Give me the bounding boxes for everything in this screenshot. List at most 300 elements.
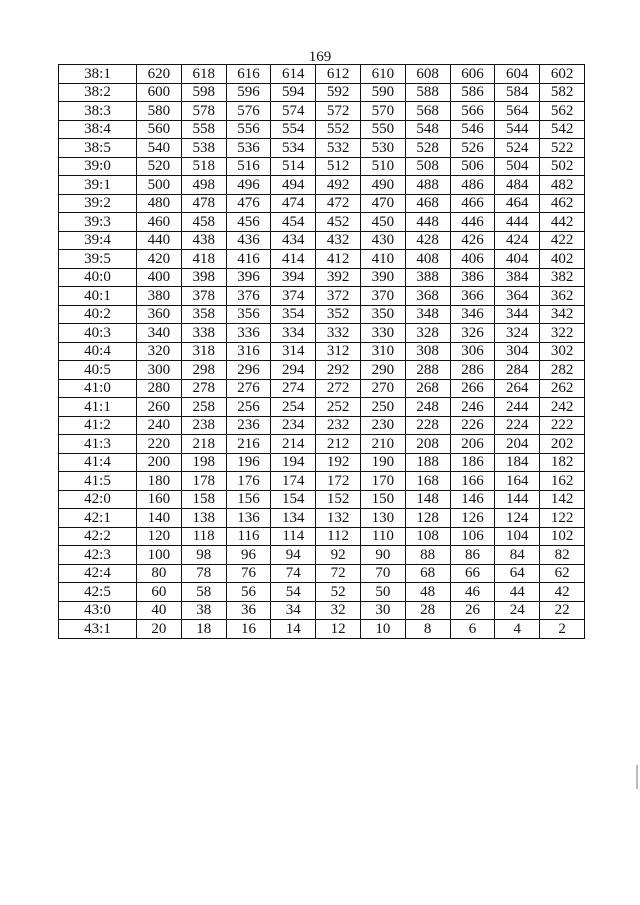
value-cell: 596 — [226, 83, 271, 102]
value-cell: 572 — [316, 102, 361, 121]
value-cell: 440 — [137, 231, 182, 250]
value-cell: 198 — [181, 453, 226, 472]
value-cell: 620 — [137, 65, 182, 84]
value-cell: 492 — [316, 176, 361, 195]
value-cell: 76 — [226, 564, 271, 583]
value-cell: 584 — [495, 83, 540, 102]
value-cell: 260 — [137, 398, 182, 417]
value-cell: 396 — [226, 268, 271, 287]
value-cell: 490 — [360, 176, 405, 195]
value-cell: 476 — [226, 194, 271, 213]
value-cell: 506 — [450, 157, 495, 176]
value-cell: 242 — [540, 398, 585, 417]
value-cell: 208 — [405, 435, 450, 454]
value-cell: 194 — [271, 453, 316, 472]
value-cell: 328 — [405, 324, 450, 343]
value-cell: 114 — [271, 527, 316, 546]
row-key-cell: 40:4 — [59, 342, 137, 361]
value-cell: 436 — [226, 231, 271, 250]
value-cell: 398 — [181, 268, 226, 287]
value-cell: 494 — [271, 176, 316, 195]
value-cell: 104 — [495, 527, 540, 546]
value-cell: 292 — [316, 361, 361, 380]
value-cell: 174 — [271, 472, 316, 491]
value-cell: 552 — [316, 120, 361, 139]
value-cell: 432 — [316, 231, 361, 250]
value-cell: 46 — [450, 583, 495, 602]
row-key-cell: 39:4 — [59, 231, 137, 250]
value-cell: 88 — [405, 546, 450, 565]
value-cell: 588 — [405, 83, 450, 102]
value-cell: 270 — [360, 379, 405, 398]
value-cell: 172 — [316, 472, 361, 491]
table-row — [59, 305, 585, 324]
value-cell: 450 — [360, 213, 405, 232]
value-cell: 186 — [450, 453, 495, 472]
value-cell: 540 — [137, 139, 182, 158]
value-cell: 390 — [360, 268, 405, 287]
value-cell: 582 — [540, 83, 585, 102]
row-key-cell: 41:4 — [59, 453, 137, 472]
value-cell: 232 — [316, 416, 361, 435]
table-row — [59, 472, 585, 491]
value-cell: 22 — [540, 601, 585, 620]
value-cell: 550 — [360, 120, 405, 139]
value-cell: 80 — [137, 564, 182, 583]
value-cell: 106 — [450, 527, 495, 546]
value-cell: 338 — [181, 324, 226, 343]
value-cell: 514 — [271, 157, 316, 176]
value-cell: 62 — [540, 564, 585, 583]
value-cell: 556 — [226, 120, 271, 139]
value-cell: 342 — [540, 305, 585, 324]
row-key-cell: 38:4 — [59, 120, 137, 139]
value-cell: 102 — [540, 527, 585, 546]
row-key-cell: 40:0 — [59, 268, 137, 287]
value-cell: 74 — [271, 564, 316, 583]
value-cell: 120 — [137, 527, 182, 546]
table-row — [59, 342, 585, 361]
value-cell: 610 — [360, 65, 405, 84]
value-cell: 238 — [181, 416, 226, 435]
value-cell: 262 — [540, 379, 585, 398]
value-cell: 382 — [540, 268, 585, 287]
value-cell: 364 — [495, 287, 540, 306]
value-cell: 72 — [316, 564, 361, 583]
value-cell: 284 — [495, 361, 540, 380]
value-cell: 166 — [450, 472, 495, 491]
value-cell: 414 — [271, 250, 316, 269]
value-cell: 546 — [450, 120, 495, 139]
value-cell: 350 — [360, 305, 405, 324]
value-cell: 214 — [271, 435, 316, 454]
value-cell: 576 — [226, 102, 271, 121]
value-cell: 444 — [495, 213, 540, 232]
value-cell: 472 — [316, 194, 361, 213]
value-cell: 132 — [316, 509, 361, 528]
row-key-cell: 38:2 — [59, 83, 137, 102]
row-key-cell: 41:0 — [59, 379, 137, 398]
value-cell: 122 — [540, 509, 585, 528]
value-cell: 612 — [316, 65, 361, 84]
value-cell: 464 — [495, 194, 540, 213]
row-key-cell: 38:3 — [59, 102, 137, 121]
value-cell: 462 — [540, 194, 585, 213]
value-cell: 150 — [360, 490, 405, 509]
value-cell: 118 — [181, 527, 226, 546]
value-cell: 96 — [226, 546, 271, 565]
value-cell: 322 — [540, 324, 585, 343]
value-cell: 190 — [360, 453, 405, 472]
value-cell: 294 — [271, 361, 316, 380]
value-cell: 478 — [181, 194, 226, 213]
value-cell: 528 — [405, 139, 450, 158]
value-cell: 18 — [181, 620, 226, 639]
value-cell: 250 — [360, 398, 405, 417]
value-cell: 386 — [450, 268, 495, 287]
value-cell: 20 — [137, 620, 182, 639]
value-cell: 28 — [405, 601, 450, 620]
value-cell: 424 — [495, 231, 540, 250]
value-cell: 98 — [181, 546, 226, 565]
value-cell: 516 — [226, 157, 271, 176]
value-cell: 568 — [405, 102, 450, 121]
table-row — [59, 490, 585, 509]
value-cell: 470 — [360, 194, 405, 213]
value-cell: 226 — [450, 416, 495, 435]
value-cell: 326 — [450, 324, 495, 343]
value-cell: 488 — [405, 176, 450, 195]
value-cell: 416 — [226, 250, 271, 269]
value-cell: 380 — [137, 287, 182, 306]
value-cell: 68 — [405, 564, 450, 583]
value-cell: 316 — [226, 342, 271, 361]
value-cell: 192 — [316, 453, 361, 472]
value-cell: 52 — [316, 583, 361, 602]
value-cell: 100 — [137, 546, 182, 565]
table-row — [59, 102, 585, 121]
row-key-cell: 39:5 — [59, 250, 137, 269]
row-key-cell: 43:0 — [59, 601, 137, 620]
value-cell: 90 — [360, 546, 405, 565]
value-cell: 144 — [495, 490, 540, 509]
value-cell: 332 — [316, 324, 361, 343]
value-cell: 530 — [360, 139, 405, 158]
table-row — [59, 620, 585, 639]
value-cell: 14 — [271, 620, 316, 639]
value-cell: 468 — [405, 194, 450, 213]
value-cell: 400 — [137, 268, 182, 287]
value-cell: 340 — [137, 324, 182, 343]
scan-edge-mark — [636, 765, 638, 789]
value-cell: 178 — [181, 472, 226, 491]
value-cell: 402 — [540, 250, 585, 269]
value-cell: 222 — [540, 416, 585, 435]
value-cell: 562 — [540, 102, 585, 121]
value-cell: 276 — [226, 379, 271, 398]
value-cell: 334 — [271, 324, 316, 343]
value-cell: 304 — [495, 342, 540, 361]
table-row — [59, 268, 585, 287]
value-cell: 580 — [137, 102, 182, 121]
row-key-cell: 38:5 — [59, 139, 137, 158]
value-cell: 356 — [226, 305, 271, 324]
value-cell: 188 — [405, 453, 450, 472]
value-cell: 358 — [181, 305, 226, 324]
value-cell: 618 — [181, 65, 226, 84]
value-cell: 408 — [405, 250, 450, 269]
value-cell: 412 — [316, 250, 361, 269]
value-cell: 482 — [540, 176, 585, 195]
value-cell: 604 — [495, 65, 540, 84]
value-cell: 484 — [495, 176, 540, 195]
value-cell: 16 — [226, 620, 271, 639]
value-cell: 392 — [316, 268, 361, 287]
value-cell: 26 — [450, 601, 495, 620]
row-key-cell: 39:1 — [59, 176, 137, 195]
value-cell: 594 — [271, 83, 316, 102]
value-cell: 82 — [540, 546, 585, 565]
value-cell: 156 — [226, 490, 271, 509]
value-cell: 532 — [316, 139, 361, 158]
row-key-cell: 41:1 — [59, 398, 137, 417]
value-cell: 32 — [316, 601, 361, 620]
row-key-cell: 41:2 — [59, 416, 137, 435]
value-cell: 10 — [360, 620, 405, 639]
row-key-cell: 42:5 — [59, 583, 137, 602]
value-cell: 376 — [226, 287, 271, 306]
row-key-cell: 38:1 — [59, 65, 137, 84]
value-cell: 274 — [271, 379, 316, 398]
value-cell: 590 — [360, 83, 405, 102]
value-cell: 286 — [450, 361, 495, 380]
value-cell: 224 — [495, 416, 540, 435]
value-cell: 616 — [226, 65, 271, 84]
value-cell: 372 — [316, 287, 361, 306]
value-cell: 548 — [405, 120, 450, 139]
row-key-cell: 41:5 — [59, 472, 137, 491]
table-row — [59, 435, 585, 454]
value-cell: 520 — [137, 157, 182, 176]
value-cell: 44 — [495, 583, 540, 602]
row-key-cell: 40:2 — [59, 305, 137, 324]
value-cell: 126 — [450, 509, 495, 528]
row-key-cell: 42:0 — [59, 490, 137, 509]
table-row — [59, 361, 585, 380]
value-cell: 138 — [181, 509, 226, 528]
value-cell: 264 — [495, 379, 540, 398]
value-cell: 36 — [226, 601, 271, 620]
value-cell: 78 — [181, 564, 226, 583]
value-cell: 606 — [450, 65, 495, 84]
value-cell: 146 — [450, 490, 495, 509]
table-row — [59, 546, 585, 565]
row-key-cell: 39:3 — [59, 213, 137, 232]
table-row — [59, 250, 585, 269]
value-cell: 112 — [316, 527, 361, 546]
value-cell: 518 — [181, 157, 226, 176]
value-cell: 302 — [540, 342, 585, 361]
value-cell: 314 — [271, 342, 316, 361]
value-cell: 508 — [405, 157, 450, 176]
value-cell: 574 — [271, 102, 316, 121]
value-cell: 160 — [137, 490, 182, 509]
value-cell: 244 — [495, 398, 540, 417]
value-cell: 418 — [181, 250, 226, 269]
value-cell: 258 — [181, 398, 226, 417]
value-cell: 272 — [316, 379, 361, 398]
value-cell: 48 — [405, 583, 450, 602]
row-key-cell: 40:3 — [59, 324, 137, 343]
value-cell: 438 — [181, 231, 226, 250]
value-cell: 524 — [495, 139, 540, 158]
value-cell: 230 — [360, 416, 405, 435]
value-cell: 608 — [405, 65, 450, 84]
value-cell: 164 — [495, 472, 540, 491]
value-cell: 24 — [495, 601, 540, 620]
value-cell: 170 — [360, 472, 405, 491]
row-key-cell: 43:1 — [59, 620, 137, 639]
value-cell: 586 — [450, 83, 495, 102]
value-cell: 168 — [405, 472, 450, 491]
value-cell: 354 — [271, 305, 316, 324]
value-cell: 306 — [450, 342, 495, 361]
value-cell: 422 — [540, 231, 585, 250]
value-cell: 426 — [450, 231, 495, 250]
value-cell: 460 — [137, 213, 182, 232]
value-cell: 216 — [226, 435, 271, 454]
row-key-cell: 40:1 — [59, 287, 137, 306]
value-cell: 496 — [226, 176, 271, 195]
value-cell: 564 — [495, 102, 540, 121]
value-cell: 50 — [360, 583, 405, 602]
value-cell: 252 — [316, 398, 361, 417]
value-cell: 330 — [360, 324, 405, 343]
value-cell: 240 — [137, 416, 182, 435]
table-row — [59, 416, 585, 435]
value-cell: 134 — [271, 509, 316, 528]
value-cell: 352 — [316, 305, 361, 324]
table-row — [59, 65, 585, 84]
value-cell: 280 — [137, 379, 182, 398]
value-cell: 152 — [316, 490, 361, 509]
value-cell: 42 — [540, 583, 585, 602]
page-number: 169 — [308, 49, 332, 65]
value-cell: 544 — [495, 120, 540, 139]
table-row — [59, 194, 585, 213]
value-cell: 378 — [181, 287, 226, 306]
table-row — [59, 509, 585, 528]
value-cell: 486 — [450, 176, 495, 195]
value-cell: 336 — [226, 324, 271, 343]
row-key-cell: 42:3 — [59, 546, 137, 565]
value-cell: 140 — [137, 509, 182, 528]
value-cell: 278 — [181, 379, 226, 398]
value-cell: 536 — [226, 139, 271, 158]
table-row — [59, 287, 585, 306]
table-row — [59, 83, 585, 102]
value-cell: 480 — [137, 194, 182, 213]
value-cell: 236 — [226, 416, 271, 435]
score-table — [58, 64, 585, 639]
value-cell: 434 — [271, 231, 316, 250]
value-cell: 70 — [360, 564, 405, 583]
value-cell: 202 — [540, 435, 585, 454]
table-row — [59, 527, 585, 546]
value-cell: 200 — [137, 453, 182, 472]
table-body — [59, 65, 585, 639]
value-cell: 466 — [450, 194, 495, 213]
value-cell: 58 — [181, 583, 226, 602]
value-cell: 308 — [405, 342, 450, 361]
value-cell: 94 — [271, 546, 316, 565]
value-cell: 218 — [181, 435, 226, 454]
value-cell: 310 — [360, 342, 405, 361]
value-cell: 394 — [271, 268, 316, 287]
value-cell: 456 — [226, 213, 271, 232]
table-row — [59, 453, 585, 472]
value-cell: 196 — [226, 453, 271, 472]
value-cell: 324 — [495, 324, 540, 343]
value-cell: 266 — [450, 379, 495, 398]
value-cell: 452 — [316, 213, 361, 232]
value-cell: 124 — [495, 509, 540, 528]
value-cell: 366 — [450, 287, 495, 306]
value-cell: 86 — [450, 546, 495, 565]
value-cell: 558 — [181, 120, 226, 139]
value-cell: 184 — [495, 453, 540, 472]
value-cell: 318 — [181, 342, 226, 361]
value-cell: 534 — [271, 139, 316, 158]
value-cell: 370 — [360, 287, 405, 306]
value-cell: 454 — [271, 213, 316, 232]
value-cell: 282 — [540, 361, 585, 380]
value-cell: 498 — [181, 176, 226, 195]
value-cell: 246 — [450, 398, 495, 417]
value-cell: 602 — [540, 65, 585, 84]
value-cell: 206 — [450, 435, 495, 454]
value-cell: 30 — [360, 601, 405, 620]
value-cell: 538 — [181, 139, 226, 158]
value-cell: 420 — [137, 250, 182, 269]
table-row — [59, 213, 585, 232]
value-cell: 442 — [540, 213, 585, 232]
value-cell: 428 — [405, 231, 450, 250]
value-cell: 446 — [450, 213, 495, 232]
value-cell: 522 — [540, 139, 585, 158]
value-cell: 578 — [181, 102, 226, 121]
value-cell: 254 — [271, 398, 316, 417]
value-cell: 84 — [495, 546, 540, 565]
value-cell: 234 — [271, 416, 316, 435]
value-cell: 368 — [405, 287, 450, 306]
value-cell: 504 — [495, 157, 540, 176]
value-cell: 362 — [540, 287, 585, 306]
value-cell: 56 — [226, 583, 271, 602]
table-row — [59, 120, 585, 139]
value-cell: 598 — [181, 83, 226, 102]
value-cell: 148 — [405, 490, 450, 509]
row-key-cell: 39:2 — [59, 194, 137, 213]
value-cell: 54 — [271, 583, 316, 602]
value-cell: 526 — [450, 139, 495, 158]
value-cell: 320 — [137, 342, 182, 361]
table-row — [59, 176, 585, 195]
value-cell: 344 — [495, 305, 540, 324]
value-cell: 406 — [450, 250, 495, 269]
table-row — [59, 379, 585, 398]
value-cell: 614 — [271, 65, 316, 84]
